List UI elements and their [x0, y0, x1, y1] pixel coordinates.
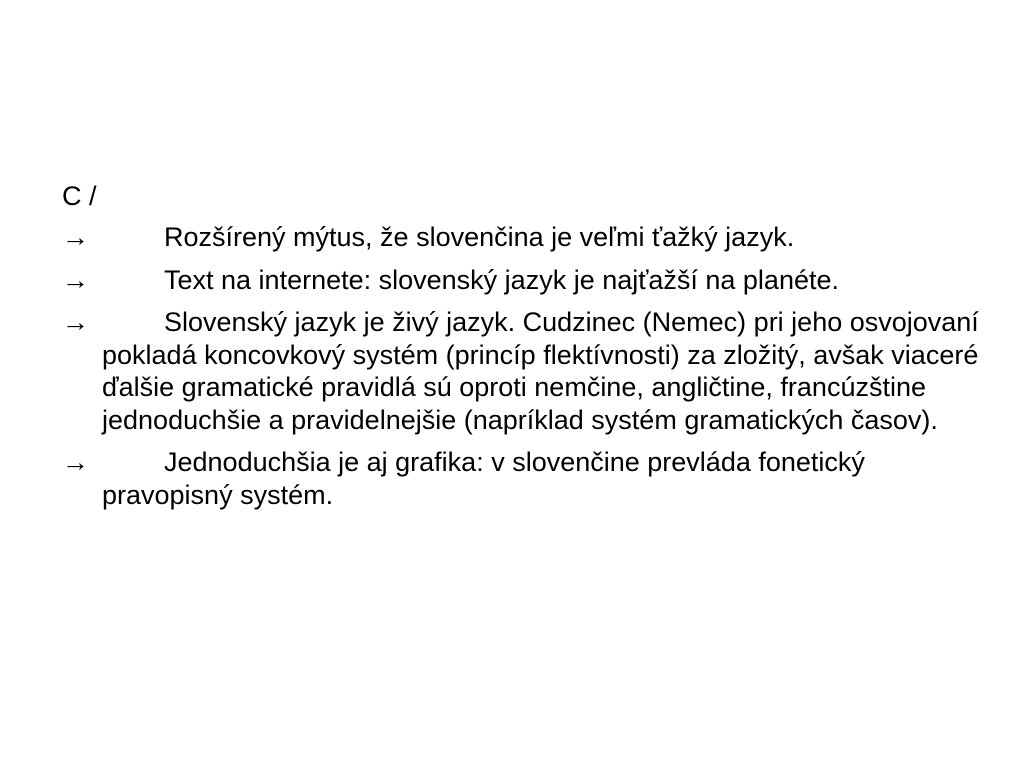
bullet-item — [62, 446, 982, 511]
bullet-text: Rozšírený mýtus, že slovenčina je veľmi ťažký jazyk. — [164, 222, 795, 252]
bullet-item — [62, 264, 982, 297]
arrow-icon: → — [62, 447, 89, 477]
arrow-icon: → — [62, 222, 89, 252]
bullet-text: Text na internete: slovenský jazyk je najťažší na planéte. — [164, 264, 839, 295]
slide-content — [62, 180, 982, 521]
arrow-icon: → — [62, 307, 89, 337]
bullet-text: Slovenský jazyk je živý jazyk. Cudzinec (Nemec) pri jeho osvojovaní pokladá koncovkový systém (princíp flektívnosti) za zložitý, avšak viaceré ďalšie gramatické pravidlá sú oproti nemčine, angličtine, francúzštine jednoduchšie a pravidelnejšie (napríklad systém gramatických časov). — [102, 307, 979, 435]
slide-heading: C / — [62, 181, 97, 211]
bullet-text: Jednoduchšia je aj grafika: v slovenčine prevláda fonetický pravopisný systém. — [102, 447, 865, 510]
bullet-item — [62, 306, 982, 436]
arrow-icon: → — [62, 264, 89, 295]
bullet-item — [62, 221, 982, 254]
